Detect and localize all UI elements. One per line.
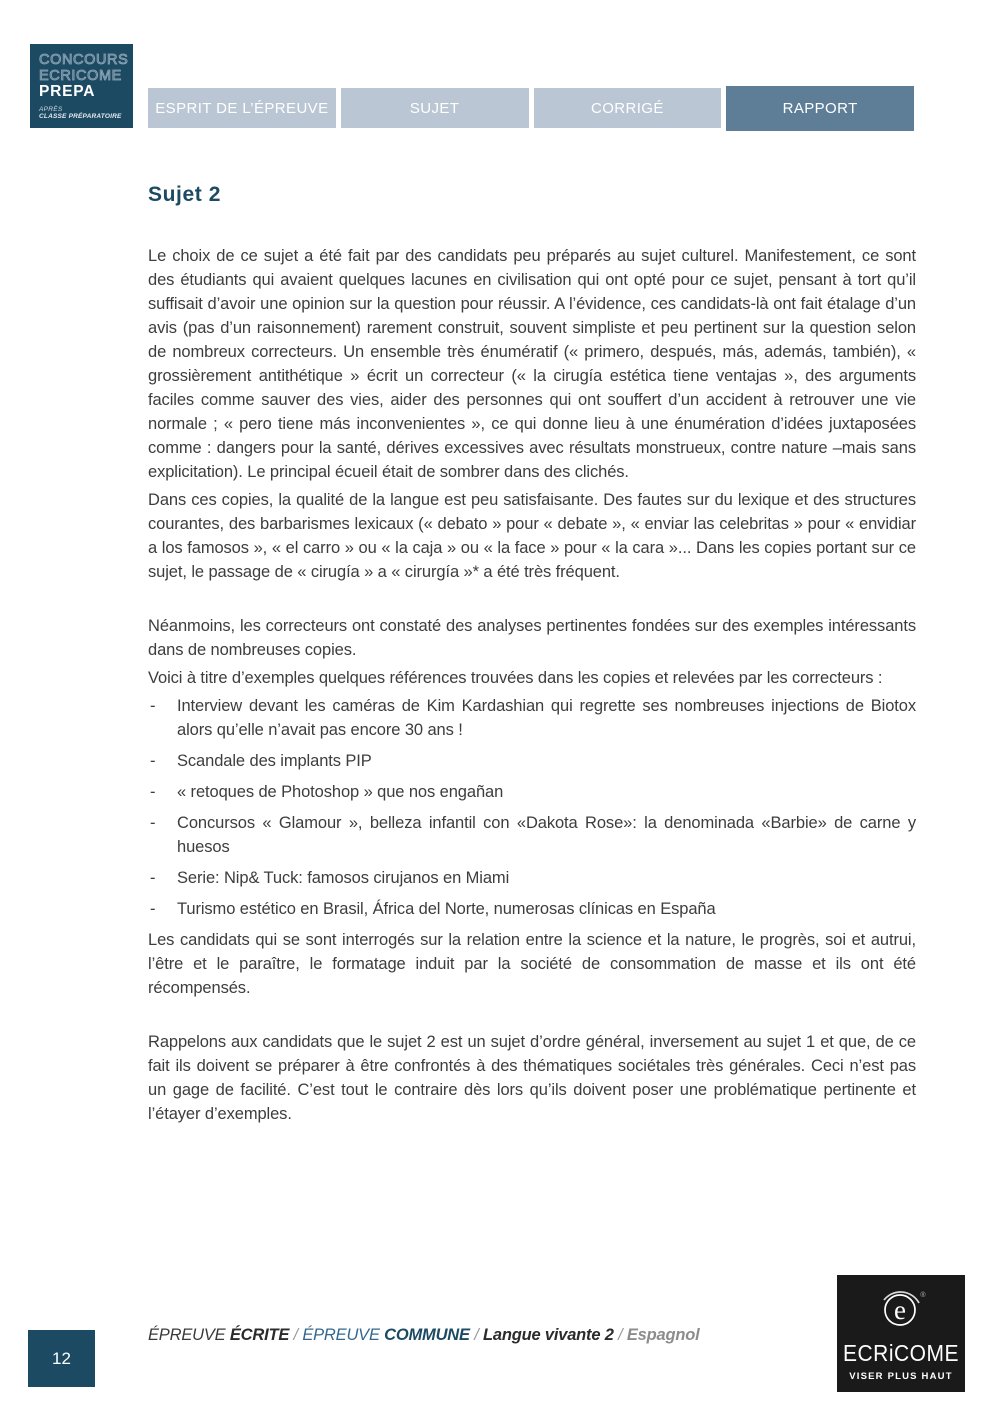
ecricome-tagline: VISER PLUS HAUT — [849, 1371, 953, 1382]
svg-text:e: e — [894, 1295, 906, 1325]
page-number-badge: 12 — [28, 1330, 95, 1387]
logo-text-concours: CONCOURS — [39, 52, 129, 68]
breadcrumb-epreuve-2: ÉPREUVE — [302, 1326, 385, 1344]
concours-ecricome-prepa-logo — [30, 44, 133, 128]
logo-text-apres: APRÈS — [39, 105, 63, 113]
tab-corrige[interactable]: CORRIGÉ — [534, 88, 722, 128]
ecricome-logo — [837, 1275, 965, 1392]
breadcrumb-separator: / — [613, 1326, 627, 1344]
paragraph-voici-exemples: Voici à titre d’exemples quelques références trouvées dans les copies et relevées par les correcteurs : — [148, 669, 883, 687]
breadcrumb-commune: COMMUNE — [384, 1326, 470, 1344]
breadcrumb-espagnol: Espagnol — [626, 1326, 700, 1344]
tab-rapport[interactable]: RAPPORT — [726, 86, 914, 131]
breadcrumb-ecrite: ÉCRITE — [229, 1326, 290, 1344]
list-item: - Concursos « Glamour », belleza infantil con «Dakota Rose»: la denominada «Barbie» de carne y huesos — [148, 811, 916, 859]
report-body — [148, 184, 916, 1130]
breadcrumb-epreuve: ÉPREUVE — [148, 1326, 230, 1344]
breadcrumb-langue-vivante-2: Langue vivante 2 — [483, 1326, 614, 1344]
list-item: - Scandale des implants PIP — [148, 749, 916, 773]
page-title: Sujet 2 — [148, 183, 222, 206]
logo-text-classe-preparatoire: CLASSE PRÉPARATOIRE — [39, 113, 122, 120]
svg-text:®: ® — [920, 1292, 926, 1299]
breadcrumb-separator: / — [289, 1326, 303, 1344]
list-item: - « retoques de Photoshop » que nos engañan — [148, 780, 916, 804]
list-item: - Serie: Nip& Tuck: famosos cirujanos en Miami — [148, 866, 916, 890]
section-tab-bar — [148, 88, 914, 128]
paragraph-candidats-interroges: Les candidats qui se sont interrogés sur la relation entre la science et la nature, le progrès, soi et autrui, l’être et le paraître, le formatage induit par la société de consommation de masse et ils ont été récompensés. — [148, 931, 916, 997]
logo-text-ecricome: ECRICOME — [39, 67, 122, 84]
paragraph-choix-sujet: Le choix de ce sujet a été fait par des candidats peu préparés au sujet culturel. Manifestement, ce sont des étudiants qui avaient quelques lacunes en civilisation qui ont opté pour ce sujet, pensant à tort qu’il suffisait d’avoir une opinion sur la question pour réussir. A l’évidence, ces candidats-là ont fait étalage d’un avis (pas d’un raisonnement) rarement construit, souvent simpliste et peu pertinent sur la question selon de nombreux correcteurs. Un ensemble très énumératif (« primero, después, más, además, también), « grossièrement antithétique » écrit un correcteur (« la cirugía estética tiene ventajas », des arguments faciles comme sauver des vies, aider des personnes qui ont souffert d’un accident à retrouver une vie normale ; « pero tiene más inconvenientes », ce qui donne lieu à une énumération d’idées juxtaposées comme : dangers pour la santé, dérives excessives avec résultats monstrueux, contre nature –mais sans explicitation). Le principal écueil était de sombrer dans des clichés. — [148, 247, 916, 481]
tab-sujet[interactable]: SUJET — [341, 88, 529, 128]
ecricome-wordmark: ECRiCOME — [842, 1341, 959, 1367]
logo-text-prepa: PREPA — [39, 83, 96, 100]
list-item: - Interview devant les caméras de Kim Kardashian qui regrette ses nombreuses injections de Biotox alors qu’elle n’avait pas encore 30 ans ! — [148, 694, 916, 742]
paragraph-qualite-langue: Dans ces copies, la qualité de la langue est peu satisfaisante. Des fautes sur du lexique et des structures courantes, des barbarismes lexicaux (« debato » pour « debate », « enviar las celebritas » pour « envidiar a los famosos », « el carro » ou « la caja » ou « la face » pour « la cara »... Dans les copies portant sur ce sujet, le passage de « cirugía » a « cirurgía »* a été très fréquent. — [148, 491, 916, 581]
list-item: - Turismo estético en Brasil, África del Norte, numerosas clínicas en España — [148, 897, 916, 921]
examples-list — [148, 694, 916, 921]
ecricome-emblem-icon — [873, 1283, 929, 1335]
paragraph-rappelons: Rappelons aux candidats que le sujet 2 est un sujet d’ordre général, inversement au sujet 1 et que, de ce fait ils doivent se préparer à être confrontés à des thématiques sociétales très générales. Ceci n’est pas un gage de facilité. C’est tout le contraire dès lors qu’ils doivent poser une problématique pertinente et l’étayer d’exemples. — [148, 1033, 916, 1123]
breadcrumb-separator: / — [469, 1326, 483, 1344]
paragraph-neanmoins: Néanmoins, les correcteurs ont constaté des analyses pertinentes fondées sur des exemples intéressants dans de nombreuses copies. — [148, 617, 916, 659]
tab-esprit-de-l-epreuve[interactable]: ESPRIT DE L’ÉPREUVE — [148, 88, 336, 128]
breadcrumb — [148, 1326, 700, 1345]
